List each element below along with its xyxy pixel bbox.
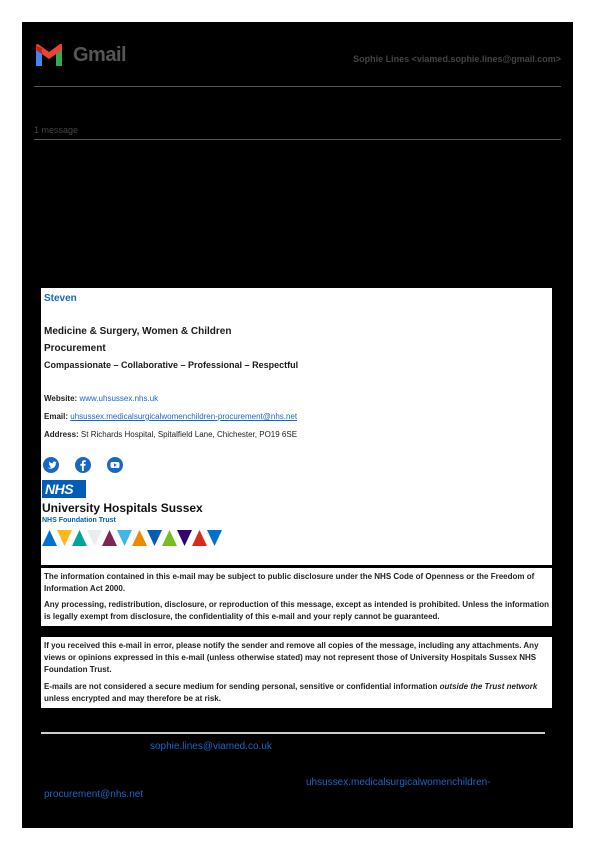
gmail-logo-text: Gmail — [73, 44, 127, 66]
gmail-m-icon — [34, 44, 64, 68]
facebook-icon[interactable] — [75, 457, 91, 473]
band-triangle — [72, 530, 87, 546]
email-line — [44, 412, 297, 421]
notice-foi: The information contained in this e-mail may be subject to public disclosure under the NHS Code of Openness or the Freedom of Information Act 2000. — [41, 568, 552, 598]
footer-email-procurement-part1[interactable]: uhsussex.medicalsurgicalwomenchildren- — [306, 777, 491, 788]
address-value: St Richards Hospital, Spitalfield Lane, Chichester, PO19 6SE — [80, 430, 298, 439]
footer-divider — [41, 732, 545, 734]
footer-email-procurement-part2[interactable]: procurement@nhs.net — [44, 789, 144, 800]
band-triangle — [57, 530, 72, 546]
website-link[interactable]: www.uhsussex.nhs.uk — [79, 394, 159, 403]
signature-department: Medicine & Surgery, Women & Children — [44, 326, 232, 337]
email-label: Email: — [44, 412, 69, 421]
nhs-logo — [42, 480, 86, 498]
notice-security-italic: outside the Trust network — [439, 682, 538, 691]
colour-triangle-band — [42, 530, 222, 546]
trust-name: University Hospitals Sussex — [42, 501, 203, 515]
youtube-icon[interactable] — [107, 457, 123, 473]
email-print-page — [22, 22, 573, 828]
nhs-logo-text: NHS — [45, 481, 74, 497]
website-label: Website: — [44, 394, 78, 403]
email-link[interactable]: uhsussex.medicalsurgicalwomenchildren-procurement@nhs.net — [70, 412, 298, 421]
notice-security — [41, 678, 552, 708]
header-divider — [34, 86, 561, 87]
signature-values: Compassionate – Collaborative – Professional – Respectful — [44, 360, 299, 370]
band-triangle — [192, 530, 207, 546]
message-count: 1 message — [34, 125, 79, 135]
band-triangle — [117, 530, 132, 546]
thread-divider — [34, 139, 561, 140]
footer-email-sophie[interactable]: sophie.lines@viamed.co.uk — [150, 741, 272, 752]
trust-subtitle: NHS Foundation Trust — [42, 517, 116, 524]
notice-error: If you received this e-mail in error, please notify the sender and remove all copies of the message, including any attachments. Any views or opinions expressed in this e-mail (unless otherwise stated) may not represent those of University Hospitals Sussex NHS Foundation Trust. — [41, 637, 552, 679]
address-line — [44, 430, 297, 439]
address-label: Address: — [44, 430, 79, 439]
notice-security-after: unless encrypted and may therefore be at risk. — [44, 694, 221, 703]
notice-security-before: E-mails are not considered a secure medium for sending personal, sensitive or confidential information — [44, 682, 440, 691]
email-signature — [41, 288, 552, 565]
website-line — [44, 394, 158, 403]
band-triangle — [177, 530, 192, 546]
signature-name: Steven — [44, 293, 77, 304]
band-triangle — [102, 530, 117, 546]
signature-team: Procurement — [44, 343, 106, 354]
band-triangle — [42, 530, 57, 546]
notice-processing: Any processing, redistribution, disclosure, or reproduction of this message, except as intended is prohibited. Unless the information is legally exempt from disclosure, the confidentiality of this e-mail and your reply cannot be guaranteed. — [41, 596, 552, 626]
band-triangle — [132, 530, 147, 546]
band-triangle — [162, 530, 177, 546]
band-triangle — [147, 530, 162, 546]
twitter-icon[interactable] — [43, 457, 59, 473]
band-triangle — [207, 530, 222, 546]
band-triangle — [87, 530, 102, 546]
account-label: Sophie Lines <viamed.sophie.lines@gmail.com> — [353, 54, 561, 64]
